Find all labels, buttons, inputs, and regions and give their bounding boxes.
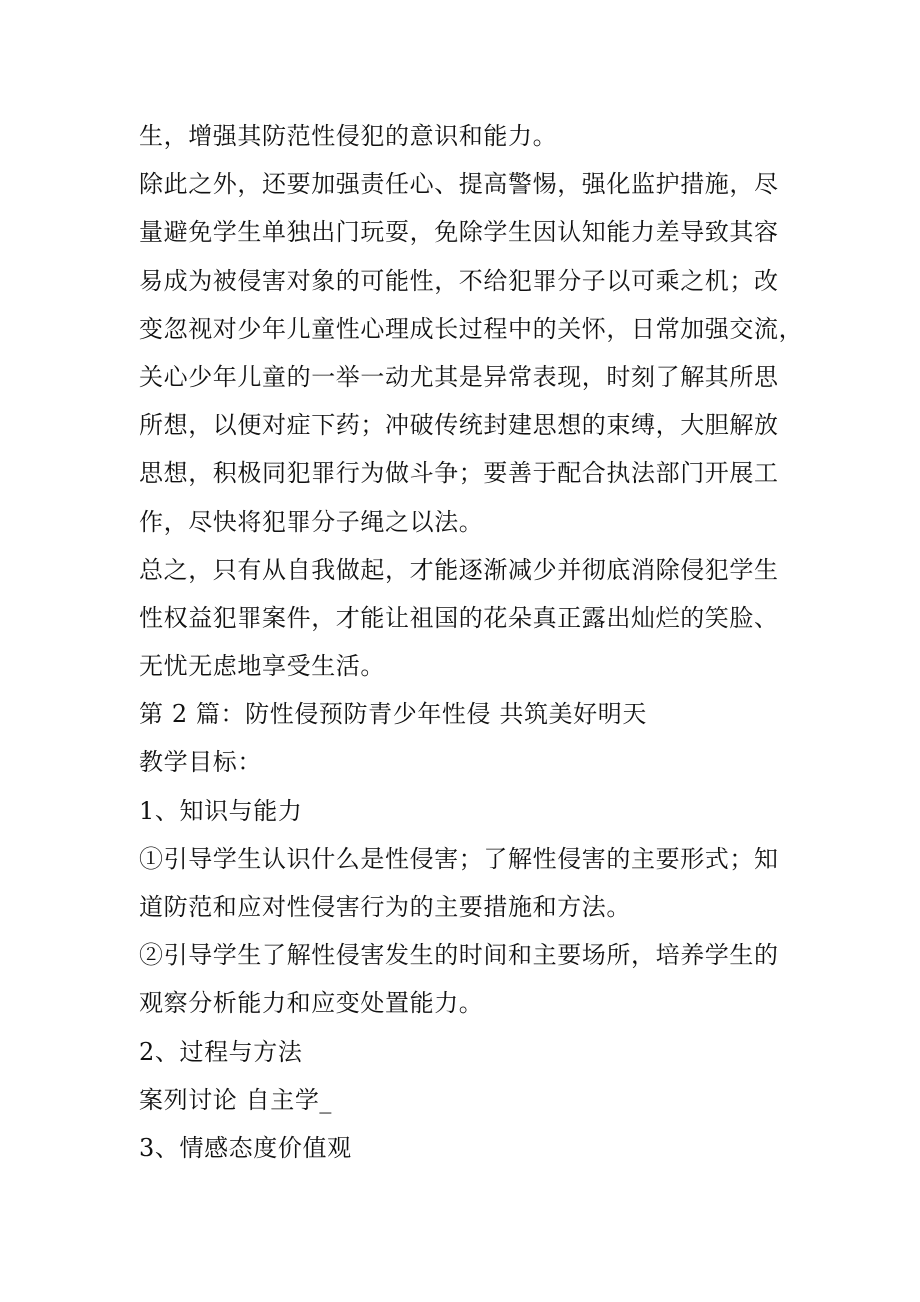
subheading-values: 3、情感态度价值观 <box>139 1133 352 1162</box>
body-line: ①引导学生认识什么是性侵害；了解性侵害的主要形式；知 <box>139 844 779 873</box>
body-line: 观察分析能力和应变处置能力。 <box>139 989 484 1018</box>
body-line: 道防范和应对性侵害行为的主要措施和方法。 <box>139 893 631 921</box>
body-line: 生，增强其防范性侵犯的意识和能力。 <box>139 122 558 150</box>
body-line: 案列讨论 自主学_ <box>139 1085 333 1114</box>
body-line: 量避免学生单独出门玩耍，免除学生因认知能力差导致其容 <box>139 218 779 247</box>
body-line: 易成为被侵害对象的可能性，不给犯罪分子以可乘之机；改 <box>139 266 779 295</box>
body-line: 所想，以便对症下药；冲破传统封建思想的束缚，大胆解放 <box>139 411 779 440</box>
body-line: 思想，积极同犯罪行为做斗争；要善于配合执法部门开展工 <box>139 459 779 488</box>
body-line: 变忽视对少年儿童性心理成长过程中的关怀，日常加强交流， <box>139 314 804 343</box>
body-line: 性权益犯罪案件，才能让祖国的花朵真正露出灿烂的笑脸、 <box>139 603 779 632</box>
body-line: 除此之外，还要加强责任心、提高警惕，强化监护措施，尽 <box>139 170 779 199</box>
body-line: 关心少年儿童的一举一动尤其是异常表现，时刻了解其所思 <box>139 362 779 391</box>
body-line: ②引导学生了解性侵害发生的时间和主要场所，培养学生的 <box>139 941 779 970</box>
subheading-knowledge: 1、知识与能力 <box>139 796 303 825</box>
subheading-process: 2、过程与方法 <box>139 1037 303 1066</box>
teaching-goals-heading: 教学目标： <box>139 748 262 777</box>
body-line: 总之，只有从自我做起，才能逐渐减少并彻底消除侵犯学生 <box>139 555 779 584</box>
body-line: 作，尽快将犯罪分子绳之以法。 <box>139 507 484 536</box>
body-line: 无忧无虑地享受生活。 <box>139 652 385 681</box>
section-title: 第 2 篇：防性侵预防青少年性侵 共筑美好明天 <box>139 700 647 729</box>
document-body <box>139 112 804 1172</box>
